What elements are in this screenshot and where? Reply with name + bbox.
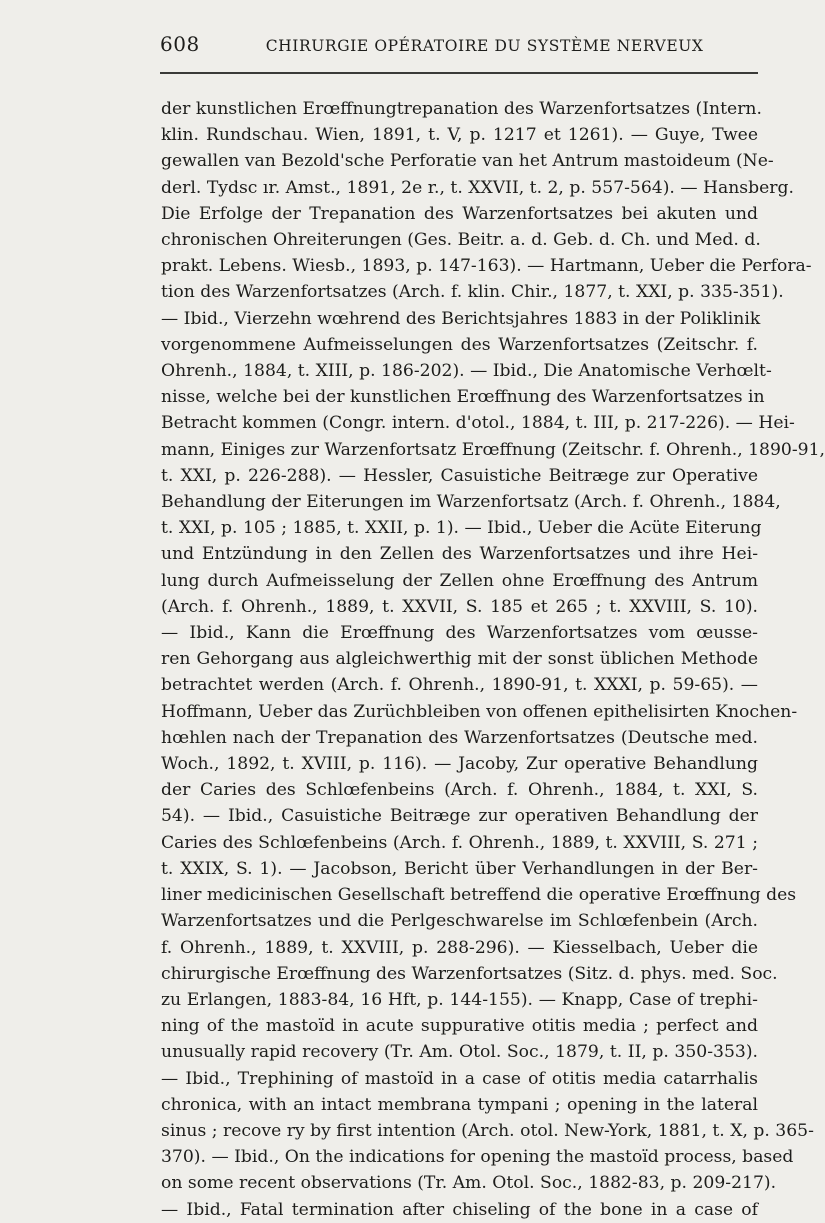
text-line: — Ibid., Kann die Erœffnung des Warzenfortsatzes vom œusse-: [161, 623, 758, 644]
text-line: klin. Rundschau. Wien, 1891, t. V, p. 1217 et 1261). — Guye, Twee: [161, 125, 758, 146]
text-line: 54). — Ibid., Casuistiche Beitræge zur operativen Behandlung der: [161, 806, 758, 827]
text-line: vorgenommene Aufmeisselungen des Warzenfortsatzes (Zeitschr. f.: [161, 334, 758, 355]
text-line: 370). — Ibid., On the indications for opening the mastoïd process, based: [161, 1147, 794, 1168]
text-line: Die Erfolge der Trepanation des Warzenfortsatzes bei akuten und: [161, 203, 758, 224]
text-line: chronischen Ohreiterungen (Ges. Beitr. a. d. Geb. d. Ch. und Med. d.: [161, 230, 761, 251]
page-number: 608: [160, 32, 200, 56]
text-line: unusually rapid recovery (Tr. Am. Otol. Soc., 1879, t. II, p. 350-353).: [161, 1042, 758, 1063]
text-line: mann, Einiges zur Warzenfortsatz Erœffnung (Zeitschr. f. Ohrenh., 1890-91,: [161, 439, 825, 460]
text-line: on some recent observations (Tr. Am. Otol. Soc., 1882-83, p. 209-217).: [161, 1173, 777, 1194]
text-line: liner medicinischen Gesellschaft betreffend die operative Erœffnung des: [161, 885, 797, 906]
text-line: gewallen van Bezold'sche Perforatie van het Antrum mastoideum (Ne-: [161, 151, 774, 172]
text-line: — Ibid., Vierzehn wœhrend des Berichtsjahres 1883 in der Poliklinik: [161, 308, 761, 329]
text-line: Ohrenh., 1884, t. XIII, p. 186-202). — Ibid., Die Anatomische Verhœlt-: [161, 361, 772, 382]
text-line: zu Erlangen, 1883-84, 16 Hft, p. 144-155). — Knapp, Case of trephi-: [161, 989, 758, 1010]
text-line: und Entzündung in den Zellen des Warzenfortsatzes und ihre Hei-: [161, 544, 758, 565]
text-line: nisse, welche bei der kunstlichen Erœffnung des Warzenfortsatzes in: [161, 387, 765, 408]
text-line: chirurgische Erœffnung des Warzenfortsatzes (Sitz. d. phys. med. Soc.: [161, 963, 778, 984]
text-line: lung durch Aufmeisselung der Zellen ohne Erœffnung des Antrum: [161, 570, 758, 591]
text-line: sinus ; recove ry by first intention (Arch. otol. New-York, 1881, t. X, p. 365-: [161, 1120, 814, 1141]
text-line: Woch., 1892, t. XVIII, p. 116). — Jacoby, Zur operative Behandlung: [161, 754, 758, 775]
text-line: — Ibid., Trephining of mastoïd in a case of otitis media catarrhalis: [161, 1068, 758, 1089]
header-rule: [160, 72, 758, 74]
text-line: Betracht kommen (Congr. intern. d'otol., 1884, t. III, p. 217-226). — Hei-: [161, 413, 795, 434]
text-line: f. Ohrenh., 1889, t. XXVIII, p. 288-296). — Kiesselbach, Ueber die: [161, 937, 758, 958]
page-header: [160, 32, 760, 60]
text-line: ning of the mastoïd in acute suppurative otitis media ; perfect and: [161, 1016, 758, 1037]
text-line: Behandlung der Eiterungen im Warzenfortsatz (Arch. f. Ohrenh., 1884,: [161, 492, 781, 513]
text-line: der kunstlichen Erœffnungtrepanation des Warzenfortsatzes (Intern.: [161, 99, 762, 119]
text-line: t. XXIX, S. 1). — Jacobson, Bericht über Verhandlungen in der Ber-: [161, 858, 758, 879]
text-line: Hoffmann, Ueber das Zurüchbleiben von offenen epithelisirten Knochen-: [161, 701, 798, 722]
text-line: prakt. Lebens. Wiesb., 1893, p. 147-163). — Hartmann, Ueber die Perfora-: [161, 256, 812, 277]
text-line: tion des Warzenfortsatzes (Arch. f. klin. Chir., 1877, t. XXI, p. 335-351).: [161, 282, 784, 303]
text-line: t. XXI, p. 226-288). — Hessler, Casuistiche Beitræge zur Operative: [161, 465, 758, 486]
text-line: betrachtet werden (Arch. f. Ohrenh., 1890-91, t. XXXI, p. 59-65). —: [161, 675, 758, 696]
body-text: [161, 96, 825, 1223]
text-line: derl. Tydsc ır. Amst., 1891, 2e r., t. XXVII, t. 2, p. 557-564). — Hansberg.: [161, 177, 794, 198]
text-line: Caries des Schlœfenbeins (Arch. f. Ohrenh., 1889, t. XXVIII, S. 271 ;: [161, 832, 758, 853]
text-line: (Arch. f. Ohrenh., 1889, t. XXVII, S. 185 et 265 ; t. XXVIII, S. 10).: [161, 596, 758, 617]
running-head: CHIRURGIE OPÉRATOIRE DU SYSTÈME NERVEUX: [265, 37, 704, 55]
text-line: ren Gehorgang aus algleichwerthig mit der sonst üblichen Methode: [161, 649, 758, 670]
text-line: Warzenfortsatzes und die Perlgeschwarelse im Schlœfenbein (Arch.: [161, 911, 758, 932]
text-line: — Ibid., Fatal termination after chiseling of the bone in a case of: [161, 1199, 758, 1220]
text-line: hœhlen nach der Trepanation des Warzenfortsatzes (Deutsche med.: [161, 727, 758, 748]
text-line: der Caries des Schlœfenbeins (Arch. f. Ohrenh., 1884, t. XXI, S.: [161, 780, 758, 801]
text-line: chronica, with an intact membrana tympani ; opening in the lateral: [161, 1094, 758, 1115]
text-line: t. XXI, p. 105 ; 1885, t. XXII, p. 1). — Ibid., Ueber die Acüte Eiterung: [161, 518, 762, 539]
